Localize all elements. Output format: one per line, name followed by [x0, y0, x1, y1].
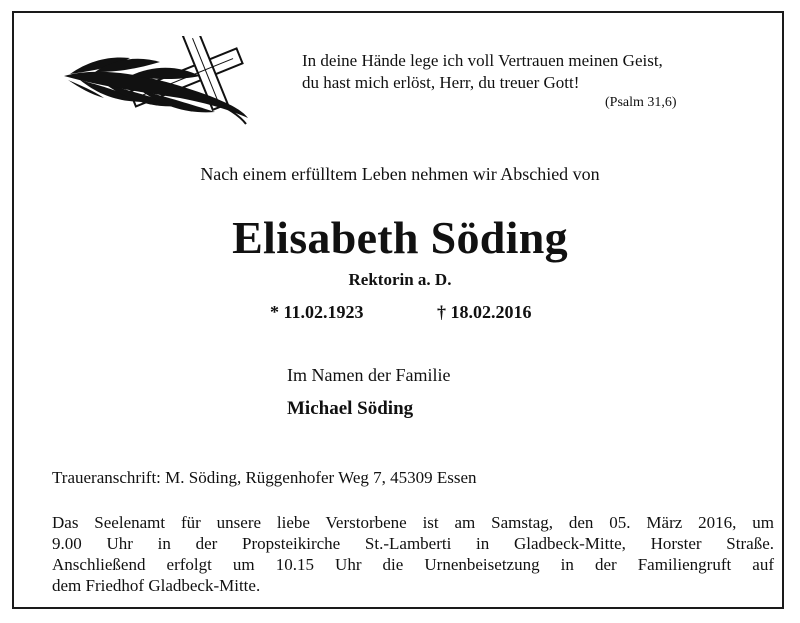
scripture-line: In deine Hände lege ich voll Vertrauen meinen Geist,: [302, 51, 663, 70]
scripture-line: du hast mich erlöst, Herr, du treuer Gott!: [302, 73, 580, 92]
service-line: 9.00 Uhr in der Propsteikirche St.-Lamberti in Gladbeck-Mitte, Horster Straße.: [52, 534, 774, 553]
service-line: Anschließend erfolgt um 10.15 Uhr die Urnenbeisetzung in der Familiengruft auf: [52, 555, 774, 574]
service-line: Das Seelenamt für unsere liebe Verstorbene ist am Samstag, den 05. März 2016, um: [52, 513, 774, 532]
deceased-title: Rektorin a. D.: [348, 270, 452, 289]
cross-with-palm-branch-icon: [60, 36, 250, 128]
scripture-quote: [302, 50, 663, 94]
service-line: dem Friedhof Gladbeck-Mitte.: [52, 576, 261, 595]
family-representative: Michael Söding: [287, 398, 414, 419]
farewell-intro: Nach einem erfülltem Leben nehmen wir Abschied von: [200, 164, 600, 184]
death-date: † 18.02.2016: [437, 302, 532, 322]
birth-date: * 11.02.1923: [270, 302, 364, 322]
condolence-address: Traueranschrift: M. Söding, Rüggenhofer Weg 7, 45309 Essen: [52, 468, 477, 487]
deceased-name: Elisabeth Söding: [232, 212, 568, 263]
scripture-reference: (Psalm 31,6): [605, 95, 677, 110]
service-details: [52, 512, 774, 596]
family-label: Im Namen der Familie: [287, 365, 451, 385]
